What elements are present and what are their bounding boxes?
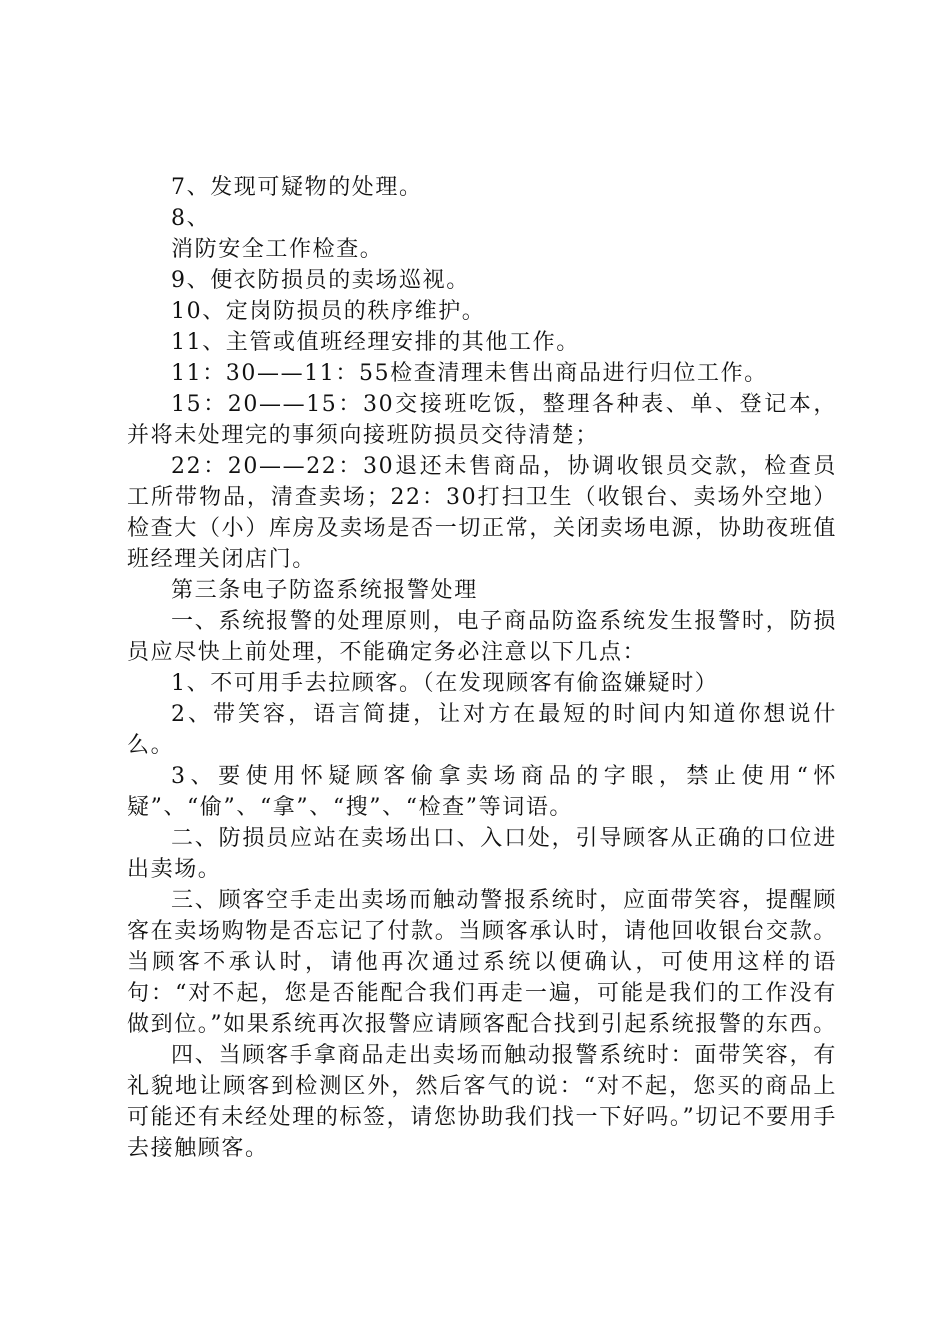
- paragraph: 15：20——15：30交接班吃饭，整理各种表、单、登记本，并将未处理完的事须向接班防损员交待清楚；: [127, 392, 837, 448]
- paragraph: 11：30——11：55检查清理未售出商品进行归位工作。: [171, 361, 768, 386]
- paragraph: 一、系统报警的处理原则，电子商品防盗系统发生报警时，防损员应尽快上前处理，不能确定务必注意以下几点：: [127, 609, 837, 665]
- paragraph: 3、要使用怀疑顾客偷拿卖场商品的字眼，禁止使用“怀疑”、“偷”、“拿”、“搜”、“检查”等词语。: [127, 764, 837, 820]
- section-heading: 第三条电子防盗系统报警处理: [171, 578, 478, 603]
- paragraph: 三、顾客空手走出卖场而触动警报系统时，应面带笑容，提醒顾客在卖场购物是否忘记了付款。当顾客承认时，请他回收银台交款。当顾客不承认时，请他再次通过系统以便确认，可使用这样的语句：“对不起，您是否能配合我们再走一遍，可能是我们的工作没有做到位。”如果系统再次报警应请顾客配合找到引起系统报警的东西。: [127, 888, 837, 1037]
- document-body: [127, 172, 837, 1164]
- paragraph: 四、当顾客手拿商品走出卖场而触动报警系统时：面带笑容，有礼貌地让顾客到检测区外，然后客气的说：“对不起，您买的商品上可能还有未经处理的标签，请您协助我们找一下好吗。”切记不要用手去接触顾客。: [127, 1043, 837, 1161]
- paragraph: 9、便衣防损员的卖场巡视。: [171, 268, 470, 293]
- paragraph: 7、发现可疑物的处理。: [171, 175, 423, 200]
- paragraph: 2、带笑容，语言简捷，让对方在最短的时间内知道你想说什么。: [127, 702, 837, 758]
- paragraph: 10、定岗防损员的秩序维护。: [171, 299, 486, 324]
- paragraph: 消防安全工作检查。: [171, 237, 384, 262]
- paragraph: 1、不可用手去拉顾客。（在发现顾客有偷盗嫌疑时）: [171, 671, 719, 696]
- paragraph: 8、: [171, 206, 211, 231]
- paragraph: 二、防损员应站在卖场出口、入口处，引导顾客从正确的口位进出卖场。: [127, 826, 837, 882]
- paragraph: 22：20——22：30退还未售商品，协调收银员交款，检查员工所带物品，清查卖场；22：30打扫卫生（收银台、卖场外空地）检查大（小）库房及卖场是否一切正常，关闭卖场电源，协助夜班值班经理关闭店门。: [127, 454, 837, 572]
- paragraph: 11、主管或值班经理安排的其他工作。: [171, 330, 580, 355]
